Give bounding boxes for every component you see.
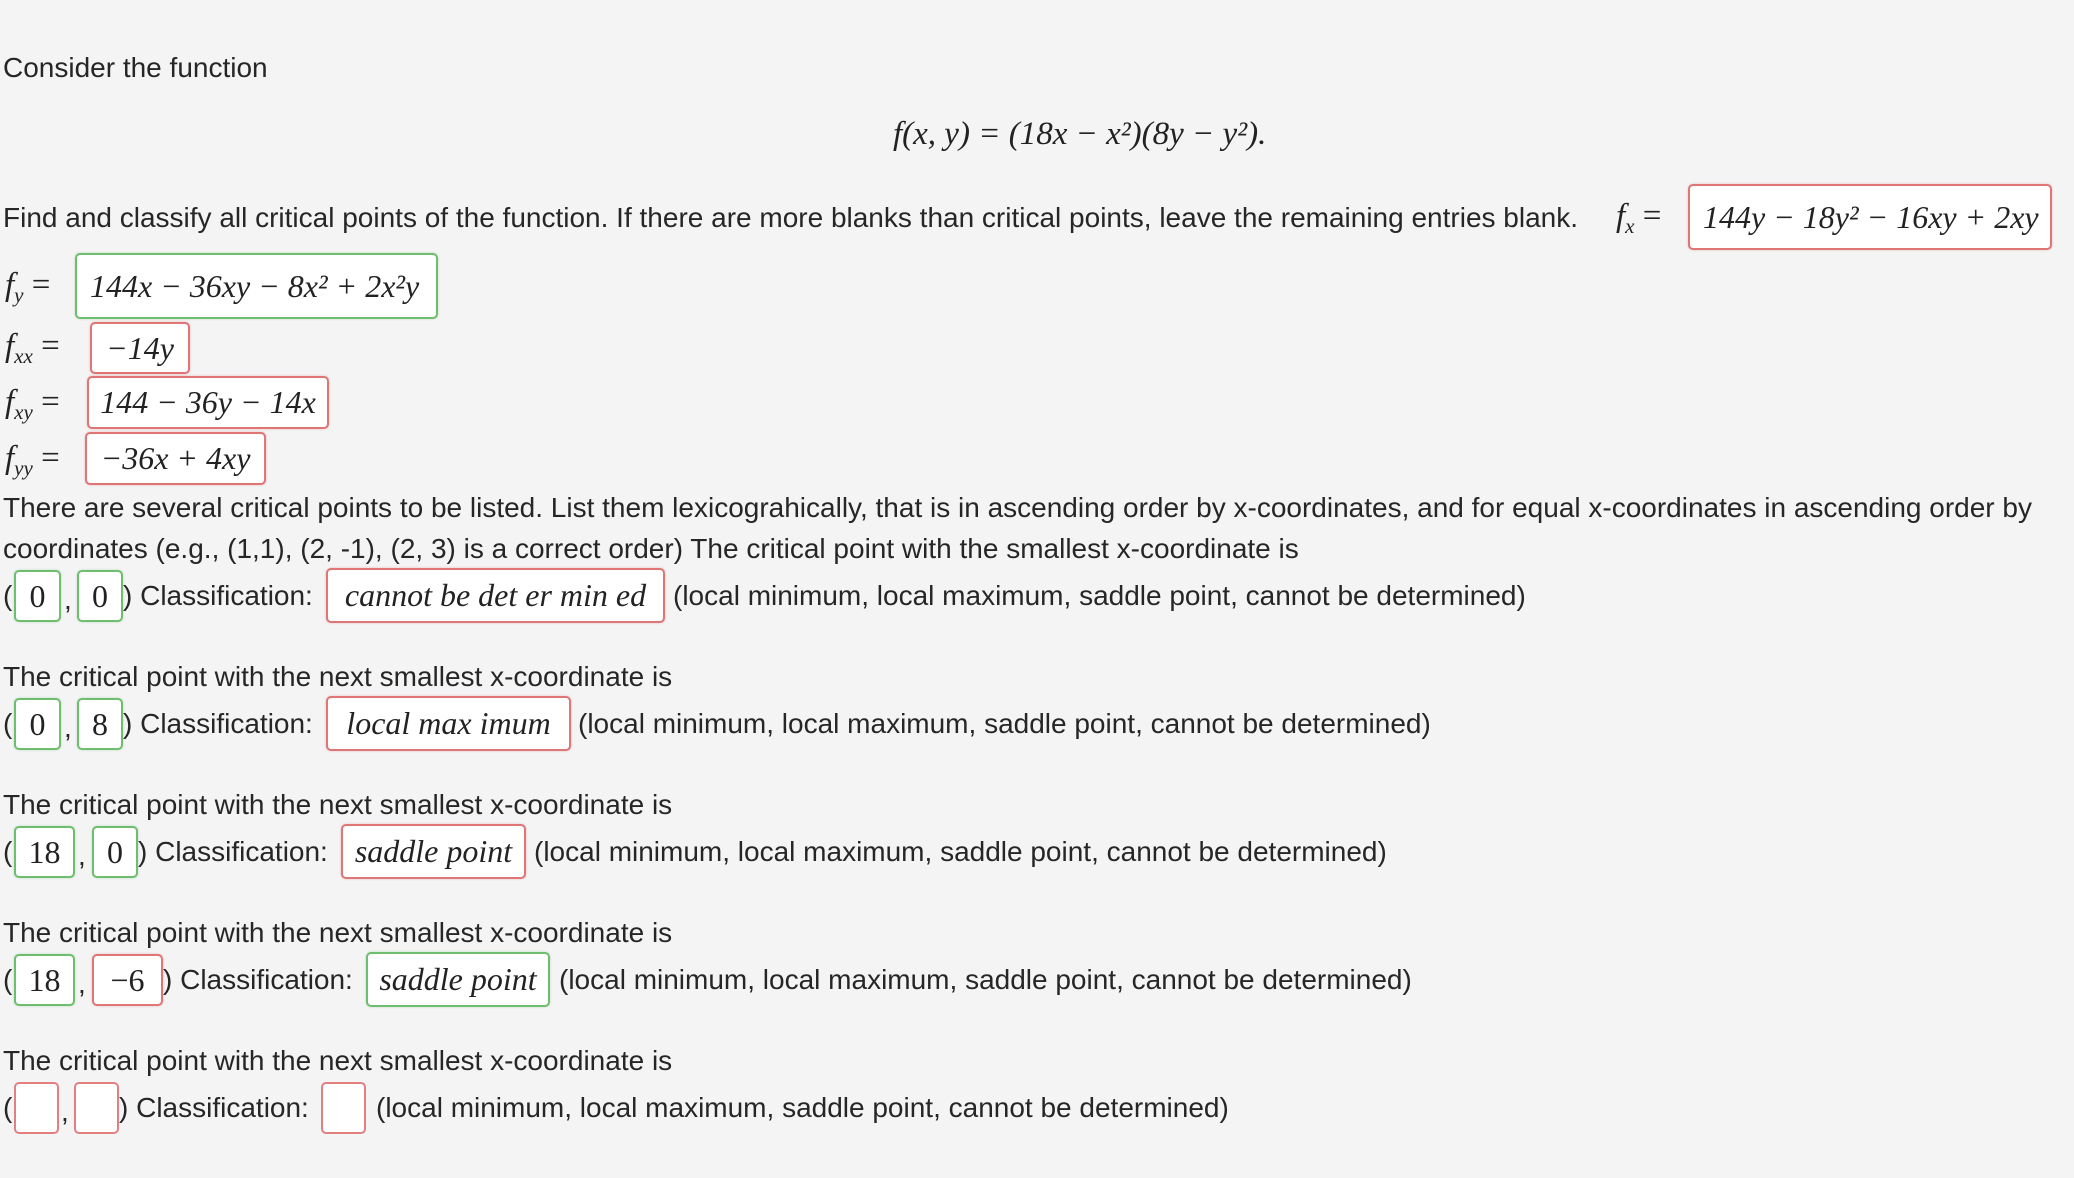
point-5-x-input[interactable] [14, 1082, 59, 1134]
fxy-input[interactable]: 144 − 36y − 14x [87, 376, 329, 429]
point-4-y-input[interactable]: −6 [92, 954, 163, 1006]
open-paren: ( [3, 708, 13, 739]
fx-input[interactable]: 144y − 18y² − 16xy + 2xy [1688, 184, 2052, 250]
fyy-label: $f_{yy}$ = [5, 440, 60, 480]
function-display: f(x, y) = (18x − x²)(8y − y²). [893, 116, 1267, 152]
point-1-y-input[interactable]: 0 [77, 570, 123, 622]
comma: , [61, 1096, 69, 1127]
point-4-x-input[interactable]: 18 [14, 954, 75, 1006]
comma: , [64, 712, 72, 743]
fxx-input[interactable]: −14y [90, 322, 190, 374]
point-3-y-input[interactable]: 0 [92, 826, 138, 878]
options-text: (local minimum, local maximum, saddle point, cannot be determined) [673, 580, 1526, 611]
next-point-text: The critical point with the next smallest x-coordinate is [3, 789, 673, 820]
point-2-x-input[interactable]: 0 [14, 698, 61, 750]
classification-label: ) Classification: [119, 1092, 309, 1123]
intro-text: Consider the function [3, 52, 268, 83]
open-paren: ( [3, 580, 13, 611]
options-text: (local minimum, local maximum, saddle point, cannot be determined) [559, 964, 1412, 995]
point-4-classification-input[interactable]: saddle point [366, 952, 550, 1007]
fyy-input[interactable]: −36x + 4xy [85, 432, 266, 485]
point-3-classification-input[interactable]: saddle point [341, 824, 526, 879]
next-point-text: The critical point with the next smallest x-coordinate is [3, 1045, 673, 1076]
point-2-classification-input[interactable]: local max imum [326, 696, 571, 751]
point-5-classification-input[interactable] [321, 1082, 366, 1134]
comma: , [78, 840, 86, 871]
list-instructions-line1: There are several critical points to be listed. List them lexicograhically, that is in ascending order by x-coordinates, and for equal x-coordinates in ascending order by [3, 492, 2032, 523]
options-text: (local minimum, local maximum, saddle point, cannot be determined) [376, 1092, 1229, 1123]
list-instructions-line2: coordinates (e.g., (1,1), (2, -1), (2, 3) is a correct order) The critical point with the smallest x-coordinate is [3, 533, 1299, 564]
fy-input[interactable]: 144x − 36xy − 8x² + 2x²y [75, 253, 438, 319]
point-1-x-input[interactable]: 0 [14, 570, 61, 622]
options-text: (local minimum, local maximum, saddle point, cannot be determined) [534, 836, 1387, 867]
classification-label: ) Classification: [138, 836, 328, 867]
point-1-classification-input[interactable]: cannot be det er min ed [326, 568, 665, 623]
fxx-label: $f_{xx}$ = [5, 328, 60, 368]
classification-label: ) Classification: [123, 708, 313, 739]
instructions-text: Find and classify all critical points of the function. If there are more blanks than critical points, leave the remaining entries blank. [3, 202, 1579, 233]
fx-label: $f_x$ = [1616, 198, 1662, 238]
point-3-x-input[interactable]: 18 [14, 826, 75, 878]
next-point-text: The critical point with the next smallest x-coordinate is [3, 917, 673, 948]
fy-label: $f_y$ = [5, 267, 51, 307]
open-paren: ( [3, 1092, 13, 1123]
comma: , [78, 968, 86, 999]
classification-label: ) Classification: [163, 964, 353, 995]
open-paren: ( [3, 836, 13, 867]
classification-label: ) Classification: [123, 580, 313, 611]
fxy-label: $f_{xy}$ = [5, 384, 60, 424]
next-point-text: The critical point with the next smallest x-coordinate is [3, 661, 673, 692]
options-text: (local minimum, local maximum, saddle point, cannot be determined) [578, 708, 1431, 739]
point-2-y-input[interactable]: 8 [77, 698, 123, 750]
comma: , [64, 584, 72, 615]
open-paren: ( [3, 964, 13, 995]
point-5-y-input[interactable] [74, 1082, 119, 1134]
